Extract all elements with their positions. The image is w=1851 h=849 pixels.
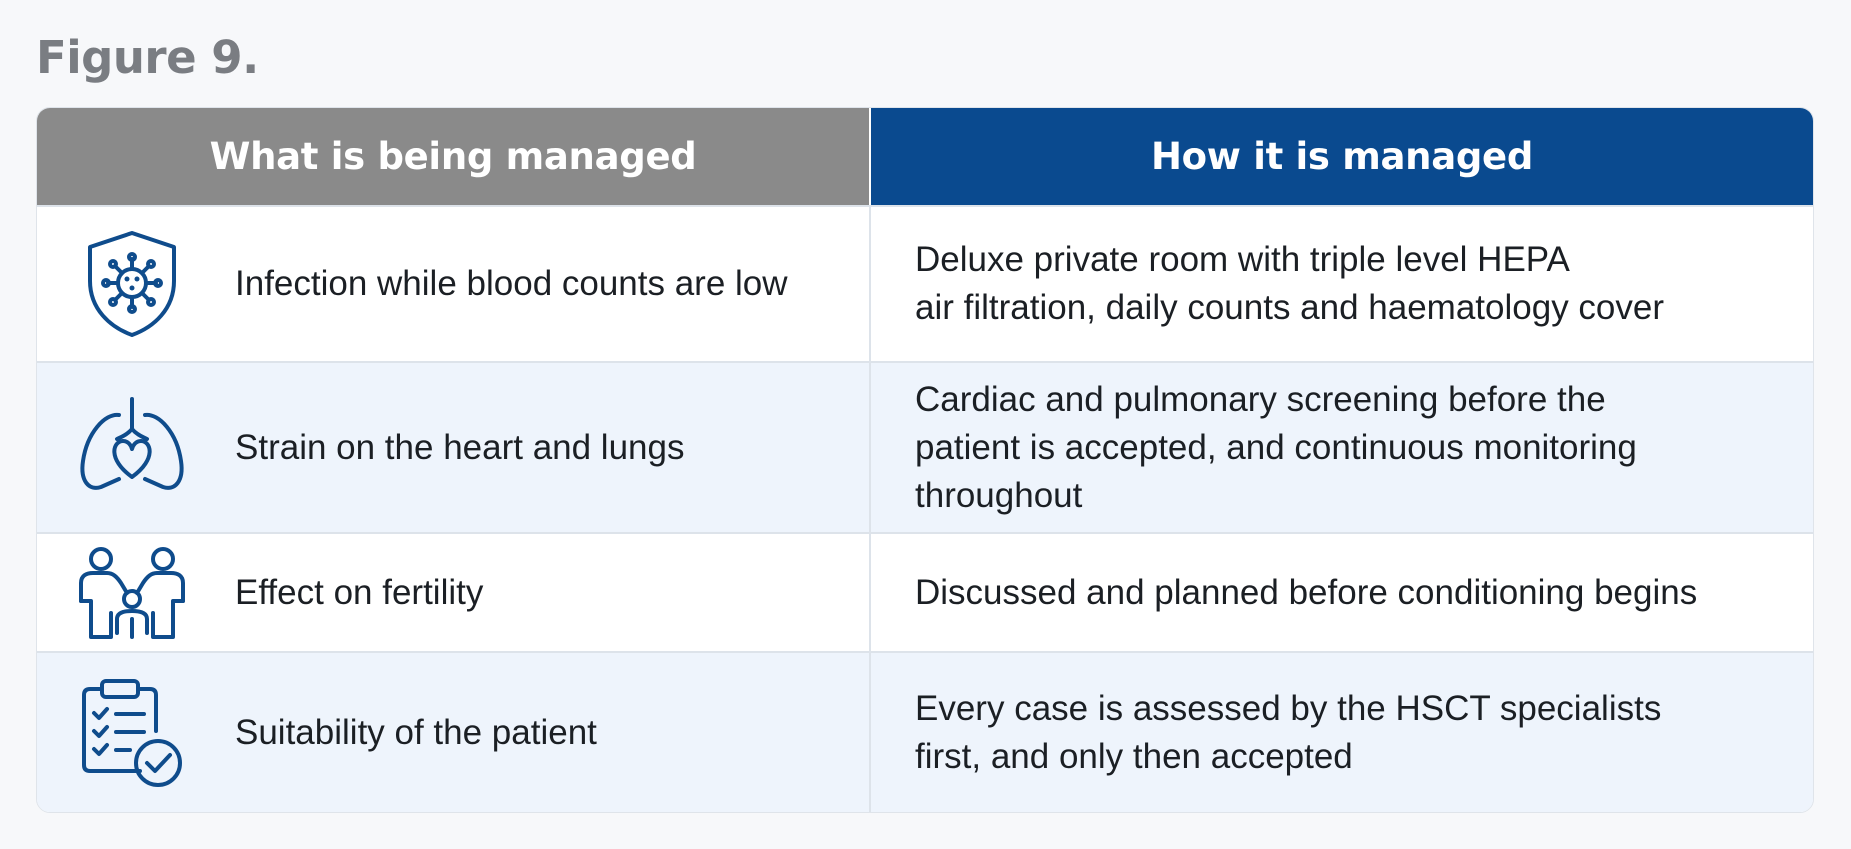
figure-label: Figure 9.: [36, 31, 259, 84]
how-text: Deluxe private room with triple level HEPA air filtration, daily counts and haematology cover: [915, 240, 1665, 327]
clipboard-check-icon: [80, 677, 184, 789]
table-header-row: [37, 108, 1813, 205]
how-cell: [871, 363, 1813, 532]
table-row: [37, 361, 1813, 532]
family-icon: [77, 545, 187, 641]
virus-shield-icon: [82, 229, 182, 339]
how-text: Every case is assessed by the HSCT specialists first, and only then accepted: [915, 688, 1662, 776]
management-table: [36, 107, 1814, 813]
how-cell: [871, 534, 1813, 651]
what-cell: [37, 207, 871, 361]
what-text: Strain on the heart and lungs: [235, 427, 685, 467]
table-row: [37, 651, 1813, 812]
what-cell: [37, 363, 871, 532]
table-row: [37, 532, 1813, 651]
what-cell: [37, 653, 871, 812]
what-text: Effect on fertility: [235, 572, 484, 612]
lungs-heart-icon: [77, 393, 187, 503]
how-cell: [871, 653, 1813, 812]
header-what: What is being managed: [37, 108, 871, 205]
table-row: [37, 205, 1813, 361]
how-text: Discussed and planned before conditioning begins: [915, 572, 1698, 612]
what-cell: [37, 534, 871, 651]
what-text: Infection while blood counts are low: [235, 264, 788, 303]
how-cell: [871, 207, 1813, 361]
what-text: Suitability of the patient: [235, 712, 597, 752]
how-text: Cardiac and pulmonary screening before the patient is accepted, and continuous monitoring throughout: [915, 379, 1637, 515]
header-how: How it is managed: [871, 108, 1813, 205]
